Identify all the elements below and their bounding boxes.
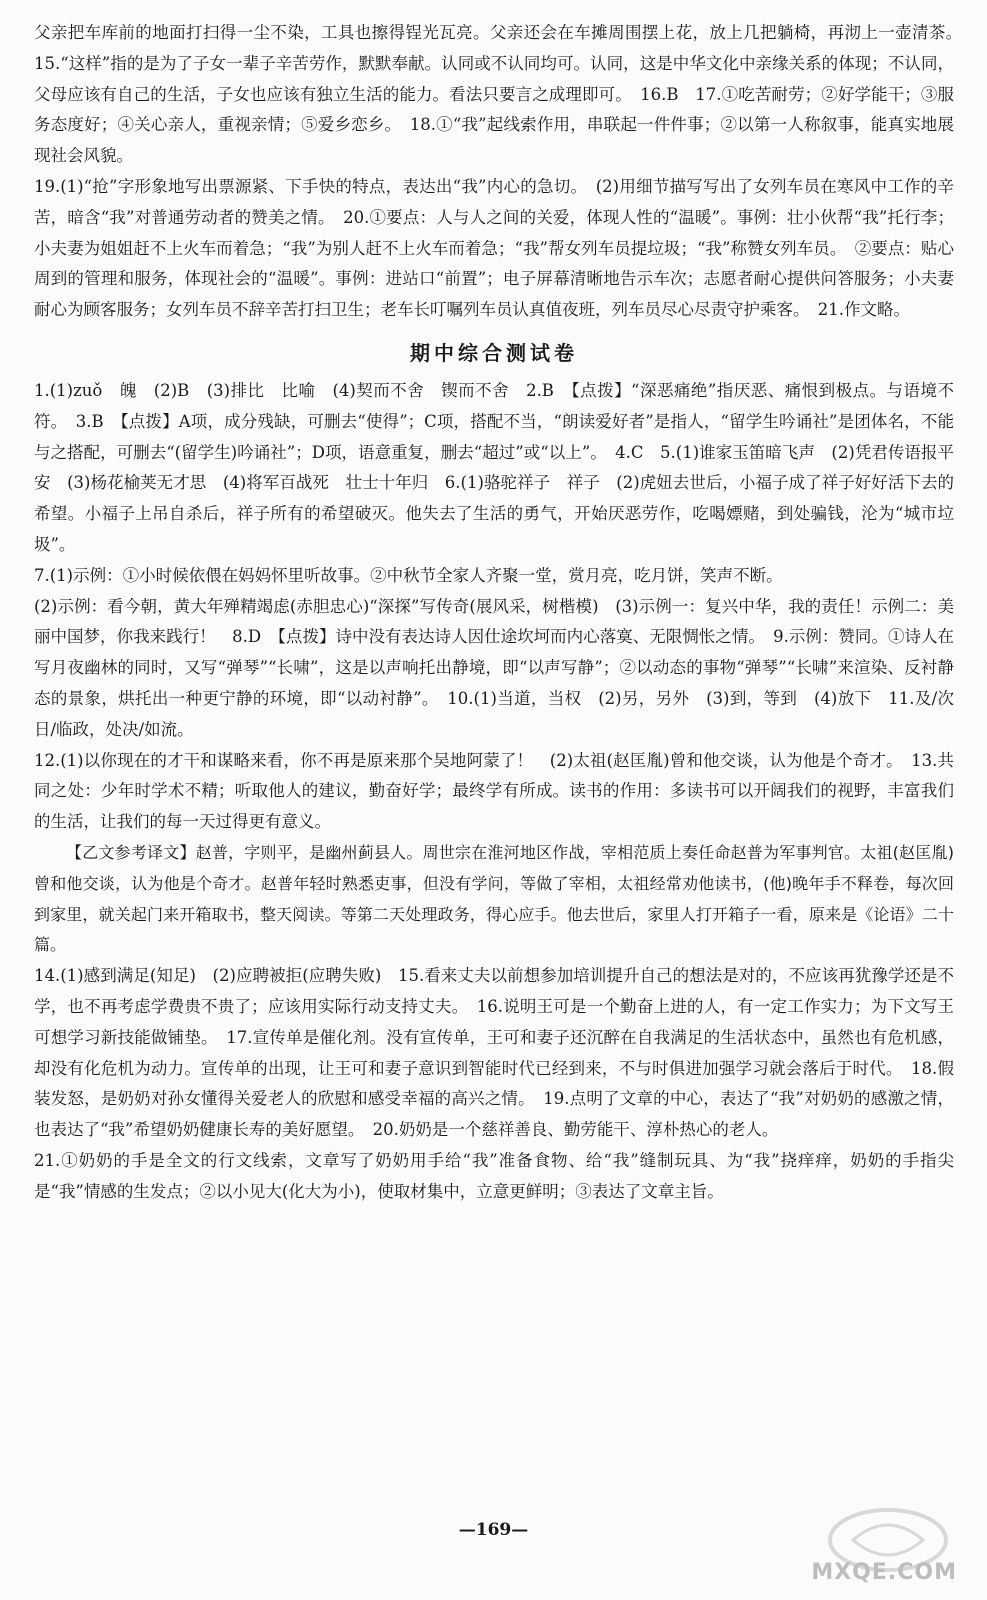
answer-paragraph: 1.(1)zuǒ 魄 (2)B (3)排比 比喻 (4)契而不舍 锲而不舍 2.B 【点拨】“深恶痛绝”指厌恶、痛恨到极点。与语境不符。 3.B 【点拨】A项，成分残缺，可删去“使得”；C项，搭配不当，“朗读爱好者”是指人，“留学生吟诵社”是团体名，不能与之搭配，可删去“(留学生)吟诵社”；D项，语意重复，删去“超过”或“以上”。 4.C 5.(1)谁家玉笛暗飞声 (2)凭君传语报平安 (3)杨花榆荚无才思 (4)将军百战死 壮士十年归 6.(1)骆驼祥子 祥子 (2)虎妞去世后，小福子成了祥子好好活下去的希望。小福子上吊自杀后，祥子所有的希望破灭。他失去了生活的勇气，开始厌恶劳作，吃喝嫖赌，到处骗钱，沦为“城市垃圾”。 — [34, 380, 954, 554]
answer-paragraph: (2)示例：看今朝，黄大年殚精竭虑(赤胆忠心)“深探”写传奇(展风采，树楷模) (3)示例一：复兴中华，我的责任！示例二：美丽中国梦，你我来践行！ 8.D 【点拨】诗中没有表达诗人因仕途坎坷而内心落寞、无限惆怅之情。 9.示例：赞同。①诗人在写月夜幽林的同时，又写“弹琴”“长啸”，这是以声响托出静境，即“以声写静”；②以动态的事物“弹琴”“长啸”来渲染、反衬静态的景象，烘托出一种更宁静的环境，即“以动衬静”。 10.(1)当道，当权 (2)另，另外 (3)到，等到 (4)放下 11.及/次日/临政，处决/如流。 — [34, 596, 954, 739]
translation-paragraph: 【乙文参考译文】赵普，字则平，是幽州蓟县人。周世宗在淮河地区作战，宰相范质上奏任命赵普为军事判官。太祖(赵匡胤)曾和他交谈，认为他是个奇才。赵普年轻时熟悉吏事，但没有学问，等做了宰相，太祖经常劝他读书，(他)晚年手不释卷，每次回到家里，就关起门来开箱取书，整天阅读。等第二天处理政务，得心应手。他去世后，家里人打开箱子一看，原来是《论语》二十篇。 — [34, 842, 954, 955]
answer-paragraph: 14.(1)感到满足(知足) (2)应聘被拒(应聘失败) 15.看来丈夫以前想参加培训提升自己的想法是对的，不应该再犹豫学还是不学，也不再考虑学费贵不贵了；应该用实际行动支持丈夫。 16.说明王可是一个勤奋上进的人，有一定工作实力；为下文写王可想学习新技能做铺垫。 17.宣传单是催化剂。没有宣传单，王可和妻子还沉醉在自我满足的生活状态中，虽然也有危机感，却没有化危机为动力。宣传单的出现，让王可和妻子意识到智能时代已经到来，不与时俱进加强学习就会落后于时代。 18.假装发怒，是奶奶对孙女懂得关爱老人的欣慰和感受幸福的高兴之情。 19.点明了文章的中心，表达了“我”对奶奶的感激之情，也表达了“我”希望奶奶健康长寿的美好愿望。 20.奶奶是一个慈祥善良、勤劳能干、淳朴热心的老人。 — [34, 966, 954, 1140]
answer-paragraph: 19.(1)“抢”字形象地写出票源紧、下手快的特点，表达出“我”内心的急切。 (2)用细节描写写出了女列车员在寒风中工作的辛苦，暗含“我”对普通劳动者的赞美之情。 20.①要点：人与人之间的关爱，体现人性的“温暖”。事例：壮小伙帮“我”托行李；小夫妻为姐姐赶不上火车而着急；“我”为别人赶不上火车而着急；“我”帮女列车员提垃圾；“我”称赞女列车员。 ②要点：贴心周到的管理和服务，体现社会的“温暖”。事例：进站口“前置”；电子屏幕清晰地告示车次；志愿者耐心提供问答服务；小夫妻耐心为顾客服务；女列车员不辞辛苦打扫卫生；老车长叮嘱列车员认真值夜班，列车员尽心尽责守护乘客。 21.作文略。 — [34, 176, 954, 320]
section-title: 期中综合测试卷 — [410, 340, 578, 365]
answer-paragraph: 21.①奶奶的手是全文的行文线索，文章写了奶奶用手给“我”准备食物、给“我”缝制玩具、为“我”挠痒痒，奶奶的手指尖是“我”情感的生发点；②以小见大(化大为小)，使取材集中，立意更鲜明；③表达了文章主旨。 — [34, 1150, 954, 1201]
answer-page — [34, 18, 971, 1207]
answer-paragraph: 父亲把车库前的地面打扫得一尘不染，工具也擦得锃光瓦亮。父亲还会在车摊周围摆上花，放上几把躺椅，再沏上一壶清茶。 15.“这样”指的是为了子女一辈子辛苦劳作，默默奉献。认同或不认同均可。认同，这是中华文化中亲缘关系的体现；不认同，父母应该有自己的生活，子女也应该有独立生活的能力。看法只要言之成理即可。 16.B 17.①吃苦耐劳；②好学能干；③服务态度好；④关心亲人，重视亲情；⑤爱乡恋乡。 18.①“我”起线索作用，串联起一件件事；②以第一人称叙事，能真实地展现社会风貌。 — [34, 23, 971, 166]
page-number: —169— — [458, 1520, 529, 1540]
watermark-text: MXQE.COM — [811, 1560, 957, 1585]
answer-paragraph: 7.(1)示例：①小时候依偎在妈妈怀里听故事。②中秋节全家人齐聚一堂，赏月亮，吃月饼，笑声不断。 — [34, 565, 783, 585]
answer-paragraph: 12.(1)以你现在的才干和谋略来看，你不再是原来那个吴地阿蒙了！ (2)太祖(赵匡胤)曾和他交谈，认为他是个奇才。 13.共同之处：少年时学术不精；听取他人的建议，勤奋好学；最终学有所成。读书的作用：多读书可以开阔我们的视野，丰富我们的生活，让我们的每一天过得更有意义。 — [34, 750, 954, 832]
